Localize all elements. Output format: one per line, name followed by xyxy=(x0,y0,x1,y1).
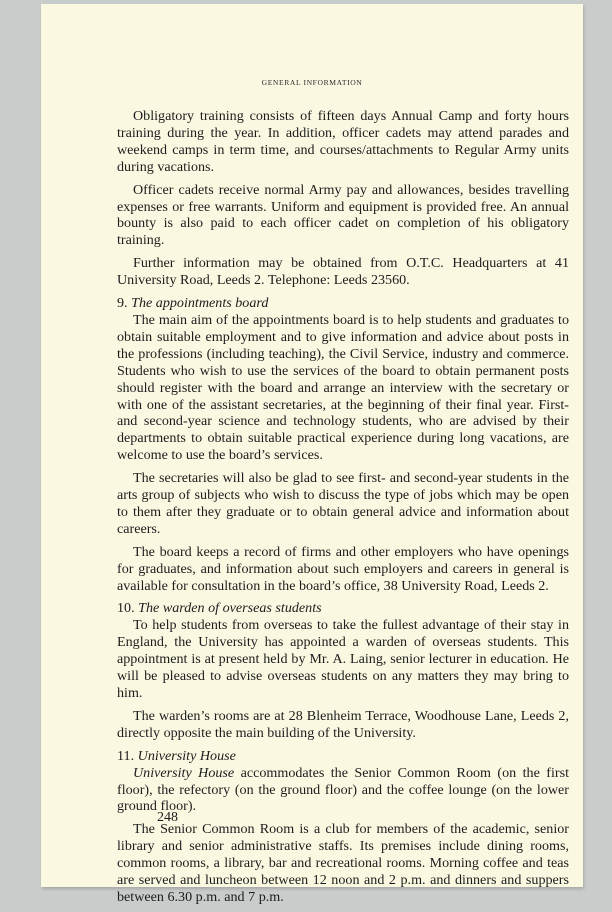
page-number: 248 xyxy=(157,810,178,825)
section-number: 10. xyxy=(117,600,135,617)
paragraph-appointments-records: The board keeps a record of firms and other employers who have openings for graduates, and information about such employers and careers in general is available for consultation in the board’s office, 38 University Road, Leeds 2. xyxy=(117,543,569,594)
section-title: The appointments board xyxy=(131,295,269,312)
italic-lead: University House xyxy=(133,764,235,781)
section-title: The warden of overseas students xyxy=(138,600,322,617)
section-heading-university-house xyxy=(117,748,569,765)
paragraph-appointments-aim: The main aim of the appointments board is to help students and graduates to obtain suitable employment and to give information and advice about posts in the professions (including teaching), the Civil Service, industry and commerce. Students who wish to use the services of the board to obtain permanent posts should register with the board and arrange an interview with the secretary or with one of the assistant secretaries, at the beginning of their final year. First- and second-year science and technology students, who are advised by their departments to obtain suitable practical experience during long vacations, are welcome to use the board’s services. xyxy=(117,311,569,464)
paragraph-warden-role: To help students from overseas to take the fullest advantage of their stay in England, the University has appointed a warden of overseas students. This appointment is at present held by Mr. A. Laing, senior lecturer in education. He will be pleased to advise overseas students on any matters they may bring to him. xyxy=(117,617,569,701)
section-title: University House xyxy=(137,747,236,764)
paragraph-university-house xyxy=(117,765,569,816)
paragraph-warden-rooms: The warden’s rooms are at 28 Blenheim Terrace, Woodhouse Lane, Leeds 2, directly opposite the main building of the University. xyxy=(117,707,569,741)
book-page xyxy=(41,4,583,905)
paragraph-otc-contact: Further information may be obtained from O.T.C. Headquarters at 41 University Road, Leeds 2. Telephone: Leeds 23560. xyxy=(117,255,569,289)
page-body xyxy=(117,108,569,912)
section-heading-appointments-board xyxy=(117,295,569,312)
paragraph-appointments-secretaries: The secretaries will also be glad to see first- and second-year students in the arts group of subjects who wish to discuss the type of jobs which may be open to them after they graduate or to obtain general advice and information about careers. xyxy=(117,470,569,537)
paragraph-otc-training: Obligatory training consists of fifteen days Annual Camp and forty hours training during the year. In addition, officer cadets may attend parades and weekend camps in term time, and courses/attachments to Regular Army units during vacations. xyxy=(117,108,569,175)
running-head: GENERAL INFORMATION xyxy=(261,78,363,87)
paragraph-senior-common-room: The Senior Common Room is a club for members of the academic, senior library and senior administrative staffs. Its premises include dining rooms, common rooms, a library, bar and recreational rooms. Morning coffee and teas are served and luncheon between 12 noon and 2 p.m. and dinners and suppers between 6.30 p.m. and 7 p.m. xyxy=(117,821,569,905)
paragraph-otc-pay: Officer cadets receive normal Army pay and allowances, besides travelling expenses or free warrants. Uniform and equipment is provided free. An annual bounty is also paid to each officer cadet on completion of his obligatory training. xyxy=(117,181,569,249)
section-heading-warden xyxy=(117,600,569,617)
section-number: 11. xyxy=(117,747,135,764)
paragraph-text: accommodates the Senior Common Room (on the first floor), the refectory (on the ground floor) and the coffee lounge (on the lower ground floor). xyxy=(117,764,569,815)
section-number: 9. xyxy=(117,295,128,312)
